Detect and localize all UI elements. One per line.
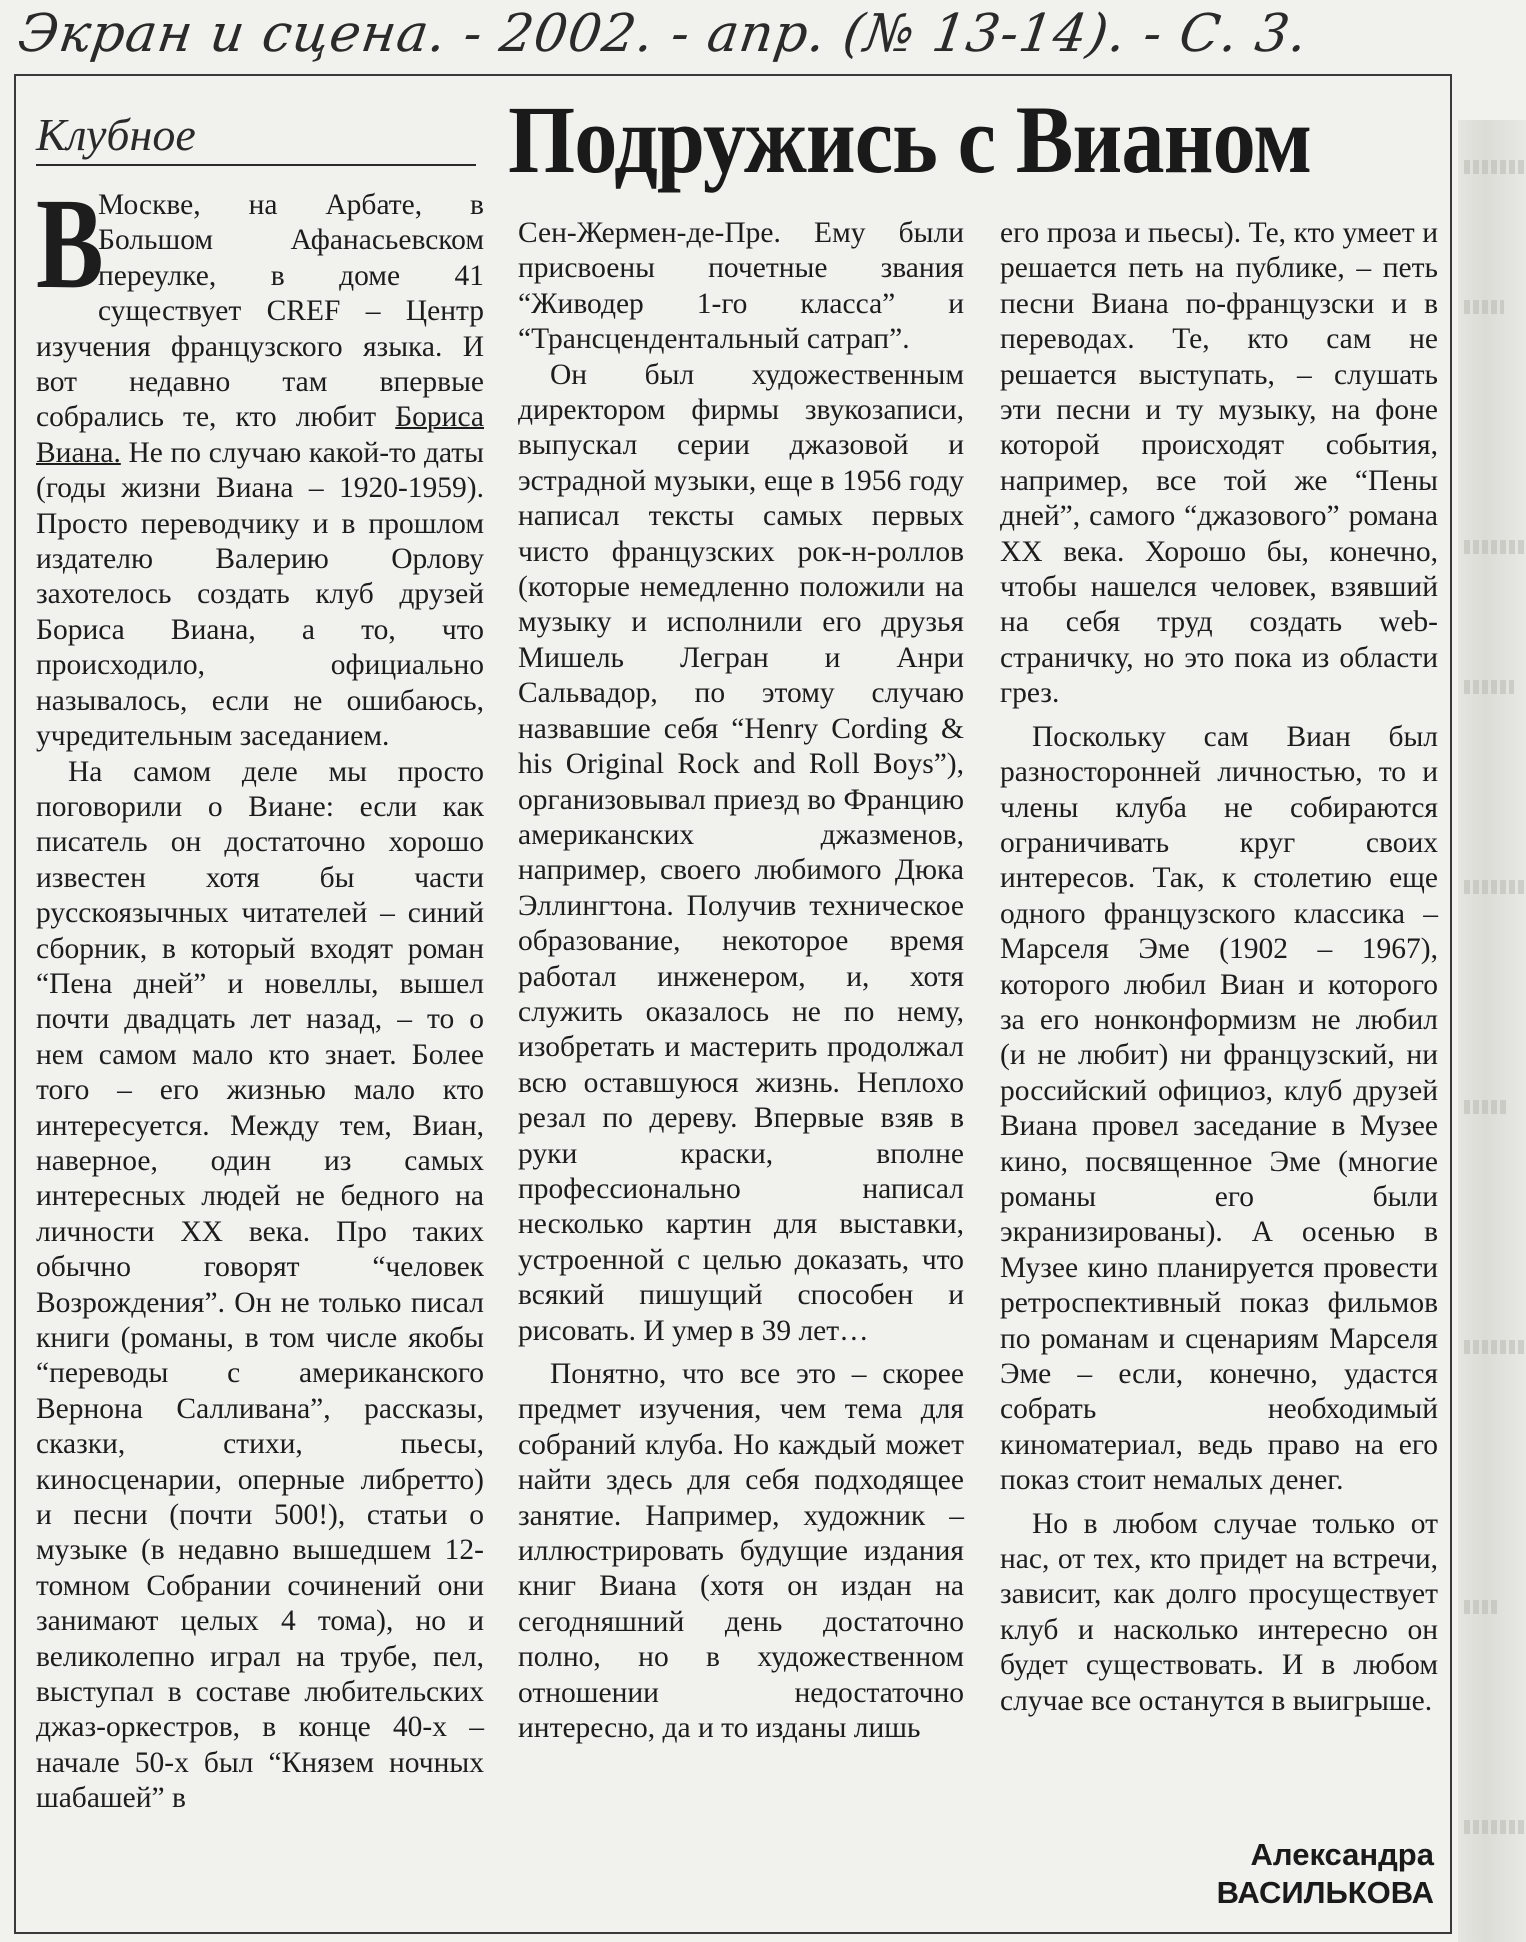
author-first-name: Александра: [1250, 1837, 1434, 1872]
rubric-divider: [36, 164, 476, 166]
paragraph: На самом деле мы просто поговорили о Виане: если как писатель он достаточно хорошо известен хотя бы части русскоязычных читателей – синий сборник, в который входят роман “Пена дней” и новеллы, вышел почти двадцать лет назад, – то о нем самом мало кто знает. Более того – его жизнью мало кто интересуется. Между тем, Виан, наверное, один из самых интересных людей не бедного на личности XX века. Про таких обычно говорят “человек Возрождения”. Он не только писал книги (романы, в том числе якобы “переводы с американского Вернона Салливана”, рассказы, сказки, стихи, пьесы, киносценарии, оперные либретто) и песни (почти 500!), статьи о музыке (в недавно вышедшем 12-томном Собрании сочинений они занимают целых 4 тома), но и великолепно играл на трубе, пел, выступал в составе любительских джаз-оркестров, в конце 40-х – начале 50-х был “Князем ночных шабашей” в: [36, 755, 484, 1815]
paragraph: Он был художественным директором фирмы звукозаписи, выпускал серии джазовой и эстрадной музыки, еще в 1956 году написал тексты самых первых чисто французских рок-н-роллов (которые немедленно положили на музыку и исполнили его друзья Мишель Легран и Анри Сальвадор, по этому случаю назвавшие себя “Henry Cording & his Original Rock and Roll Boys”), организовывал приезд во Францию американских джазменов, например, своего любимого Дюка Эллингтона. Получив техническое образование, некоторое время работал инженером, и, хотя служить оказалось не по нему, изобретать и мастерить продолжал всю оставшуюся жизнь. Неплохо резал по дереву. Впервые взяв в руки краски, вполне профессионально написал несколько картин для выставки, устроенной с целью доказать, что всякий пишущий способен и рисовать. И умер в 39 лет…: [518, 358, 964, 1347]
adjacent-page-bleed: [1458, 120, 1526, 1942]
article-headline: Подружись с Вианом: [508, 86, 1312, 193]
author-last-name: ВАСИЛЬКОВА: [1216, 1875, 1434, 1910]
paragraph-text: Москве, на Арбате, в Большом Афанасьевском переулке, в доме 41 существует CREF – Центр изучения французского языка. И вот недавно там впервые собрались те, кто любит: [36, 189, 484, 434]
handwritten-citation: Экран и сцена. - 2002. - апр. (№ 13-14). - С. 3.: [14, 4, 1312, 64]
article-column-1: [36, 172, 484, 1817]
paragraph: его проза и пьесы). Те, кто умеет и решается петь на публике, – петь песни Виана по-французски и в переводах. Те, кто сам не решается выступать, – слушать эти песни и ту музыку, на фоне которой происходят события, например, все той же “Пены дней”, самого “джазового” романа XX века. Хорошо бы, конечно, чтобы нашелся человек, взявший на себя труд создать web-страничку, но это пока из области грез.: [1000, 217, 1438, 710]
paragraph: Поскольку сам Виан был разносторонней личностью, то и члены клуба не собираются ограничивать круг своих интересов. Так, к столетию еще одного французского классика – Марселя Эме (1902 – 1967), которого любил Виан и которого за его нонконформизм не любил (и не любит) ни французский, ни российский официоз, клуб друзей Виана провел заседание в Музее кино, посвященное Эме (многие романы его были экранизированы). А осенью в Музее кино планируется провести ретроспективный показ фильмов по романам и сценариям Марселя Эме – если, конечно, удастся собрать необходимый киноматериал, ведь право на его показ стоит немалых денег.: [1000, 720, 1438, 1497]
paragraph: [36, 172, 484, 755]
author-signature: [1217, 1836, 1434, 1912]
underlined-name: Бориса Виана.: [36, 401, 484, 469]
paragraph: Сен-Жермен-де-Пре. Ему были присвоены почетные звания “Живодер 1-го класса” и “Трансцендентальный сатрап”.: [518, 217, 964, 356]
paragraph: Понятно, что все это – скорее предмет изучения, чем тема для собраний клуба. Но каждый может найти здесь для себя подходящее занятие. Например, художник – иллюстрировать будущие издания книг Виана (хотя он издан на сегодняшний день достаточно полно, но в художественном отношении недостаточно интересно, да и то изданы лишь: [518, 1358, 964, 1745]
rubric-label: Клубное: [36, 109, 196, 160]
paragraph-text: Не по случаю какой-то даты (годы жизни Виана – 1920-1959). Просто переводчику и в прошлом издателю Валерию Орлову захотелось создать клуб друзей Бориса Виана, а то, что происходило, официально называлось, если не ошибаюсь, учредительным заседанием.: [36, 436, 484, 753]
article-column-2: [518, 216, 964, 1746]
article-column-3: [1000, 216, 1438, 1719]
paragraph: Но в любом случае только от нас, от тех, кто придет на встречи, зависит, как долго просуществует клуб и насколько интересно он будет существовать. И в любом случае все останутся в выигрыше.: [1000, 1507, 1438, 1717]
drop-cap: В: [36, 172, 104, 316]
